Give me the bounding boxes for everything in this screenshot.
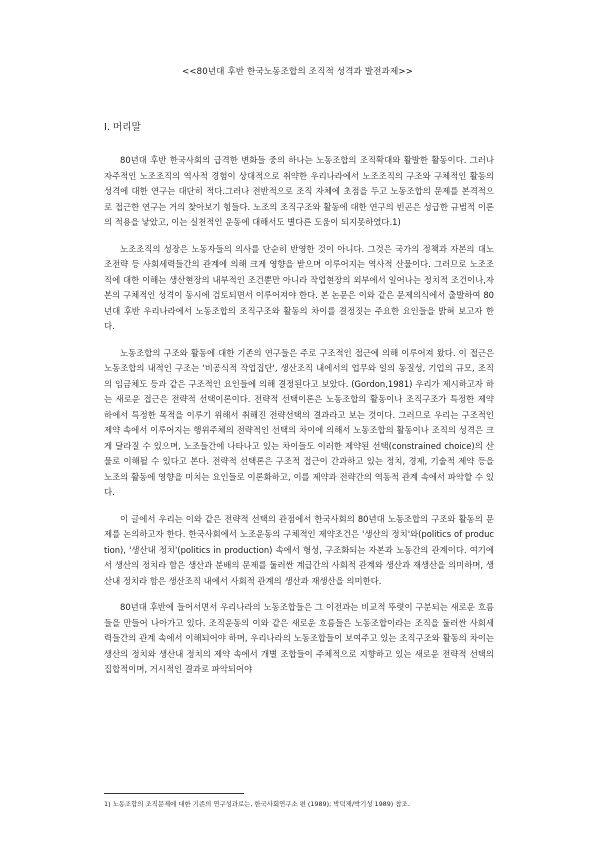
footnote: 1) 노동조합의 조직문제에 대한 기존의 연구성과로는, 한국사회연구소 편 (1989); 박덕제/박기성 1989) 참조.: [104, 800, 410, 808]
footnote-divider: [104, 793, 244, 794]
paragraph-3: 노동조합의 구조와 활동에 대한 기존의 연구들은 주로 구조적인 접근에 의해 이루어져 왔다. 이 접근은 노동조합의 내적인 구조는 '비공식적 작업집단', 생산조직 내에서의 업무와 일의 동질성, 기업의 규모, 조직의 임금체도 등과 같은 구조적인 요인들에 의해 결정된다고 보았다. (Gordon,1981) 우리가 제시하고자 하는 새로운 접근은 전략적 선택이론이다. 전략적 선택이론은 노동조합의 활동이나 조직구조가 특정한 제약 하에서 특정한 목적을 이루기 위해서 취해진 전략선택의 결과라고 보는 것이다. 그러므로 우리는 구조적인 제약 속에서 이루어지는 행위주체의 전략적인 선택의 차이에 의해서 노동조합의 활동이나 조직의 성격은 크게 달라질 수 있으며, 노조들간에 나타나고 있는 차이들도 이러한 제약된 선택(constrained choice)의 산물로 이해될 수 있다고 본다. 전략적 선택론은 구조적 접근이 간과하고 있는 정치, 경제, 기술적 제약 등을 노조의 활동에 영향을 미치는 요인들로 이론화하고, 이를 제약과 전략간의 역동적 관계 속에서 파악할 수 있다.: [104, 347, 494, 497]
body-text: [104, 153, 494, 689]
document-title: <<80년대 후반 한국노동조합의 조직적 성격과 발전과제>>: [182, 67, 413, 77]
section-heading: I. 머리말: [104, 122, 141, 133]
paragraph-4: 이 글에서 우리는 이와 같은 전략적 선택의 관점에서 한국사회의 80년대 노동조합의 구조와 활동의 문제를 논의하고자 한다. 한국사회에서 노조운동의 구체적인 제약조건은 '생산의 정치'와(politics of production), '생산내 정치'(politics in production) 속에서 형성, 구조화되는 자본과 노동간의 관계이다. 여기에서 생산의 정치라 함은 생산과 분배의 문제를 둘러싼 계급간의 사회적 관계와 생산과 재생산을 의미하며, 생산내 정치라 함은 생산조직 내에서 사회적 관계의 생산과 재생산을 의미한다.: [104, 513, 494, 586]
paragraph-1: 80년대 후반 한국사회의 급격한 변화들 중의 하나는 노동조합의 조직확대와 활발한 활동이다. 그러나 자주적인 노조조직의 역사적 경험이 상대적으로 취약한 우리나라에서 노조조직의 구조와 구체적인 활동의 성격에 대한 연구는 대단히 적다.그러나 전반적으로 조직 자체에 초점을 두고 노동조합의 문제를 본격적으로 접근한 연구는 거의 찾아보기 힘들다. 노조의 조직구조와 활동에 대한 연구의 빈곤은 성급한 규범적 이론의 적용을 낳았고, 이는 실천적인 운동에 대해서도 별다른 도움이 되지못하였다.1): [104, 155, 494, 227]
paragraph-5: 80년대 후반에 들어서면서 우리나라의 노동조합들은 그 이전과는 비교적 뚜렷이 구분되는 새로운 흐름들을 만들어 나아가고 있다. 조직운동의 이와 같은 새로운 흐름들은 노동조합이라는 조직을 둘러싼 사회세력들간의 관계 속에서 이해되어야 하며, 우리나라의 노동조합들이 보여주고 있는 조직구조와 활동의 차이는 생산의 정치와 생산내 정치의 제약 속에서 개별 조합들이 주체적으로 지향하고 있는 새로운 전략적 선택의 집합적이며, 거시적인 결과로 파악되어야: [104, 602, 494, 674]
paragraph-2: 노조조직의 성장은 노동자들의 의사를 단순히 반영한 것이 아니다. 그것은 국가의 정책과 자본의 대노조전략 등 사회세력들간의 관계에 의해 크게 영향을 받으며 이루어지는 역사적 산물이다. 그러므로 노조조직에 대한 이해는 생산현장의 내부적인 조건뿐만 아니라 작업현장의 외부에서 일어나는 정치적 조건이나,자본의 구체적인 성격이 동시에 검토되면서 이루어져야 한다. 본 논문은 이와 같은 문제의식에서 출발하여 80년대 후반 우리나라에서 노동조합의 조직구조와 활동의 차이를 결정짓는 주요한 요인들을 밝혀 보고자 한다.: [104, 243, 494, 331]
